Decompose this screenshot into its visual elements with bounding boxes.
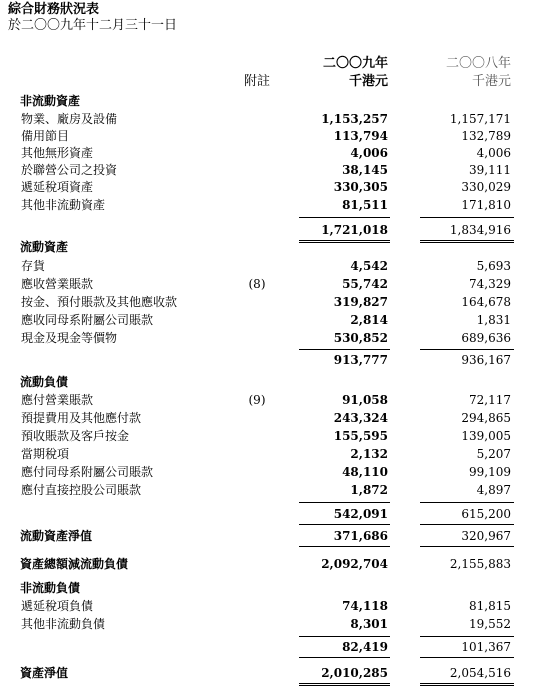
row-label: 其他非流動負債 [21,617,106,631]
row-label: 應收營業賬款 [21,277,94,291]
table-row [0,258,545,275]
value-2009: 2,132 [350,447,388,461]
value-2009: 4,006 [350,146,388,160]
value-2008: 2,054,516 [449,666,511,680]
value-2008: 81,815 [469,599,511,613]
value-2008: 74,329 [469,277,511,291]
row-label: 其他非流動資產 [21,198,106,212]
subtotal-rule [299,636,390,637]
double-rule [299,683,390,686]
net-assets-row [0,665,545,682]
section-heading-label: 非流動負債 [20,581,81,595]
value-2008: 689,636 [461,331,511,345]
table-row [0,294,545,311]
value-2008: 39,111 [469,163,511,177]
value-2008: 4,006 [476,146,511,160]
row-label: 其他無形資產 [21,146,94,160]
subtotal-rule [299,524,390,525]
value-2008: 19,552 [469,617,511,631]
subtotal-rule [420,636,514,637]
subtotal-rule [299,657,390,658]
row-label: 備用節目 [21,129,70,143]
table-row [0,446,545,463]
table-row [0,162,545,179]
value-2008: 171,810 [461,198,511,212]
subtotal-2008: 101,367 [461,640,511,654]
table-row [0,330,545,347]
statement-date: 於二〇〇九年十二月三十一日 [8,18,178,33]
note-ref: (8) [248,277,266,291]
value-2009: 113,794 [333,129,388,143]
table-row [0,312,545,329]
row-label: 預提費用及其他應付款 [21,411,142,425]
row-label: 遞延稅項資產 [21,180,94,194]
value-2009: 4,542 [350,259,388,273]
subtotal-2009: 913,777 [333,353,388,367]
row-label: 於聯營公司之投資 [21,163,118,177]
section-heading-label: 非流動資產 [20,94,81,108]
table-row [0,392,545,409]
row-label: 應收同母系附屬公司賬款 [21,313,154,327]
value-2009: 2,010,285 [321,666,388,680]
row-label: 應付直接控股公司賬款 [21,483,142,497]
value-2008: 99,109 [469,465,511,479]
row-label: 預收賬款及客戶按金 [21,429,130,443]
value-2009: 243,324 [333,411,388,425]
value-2008: 164,678 [461,295,511,309]
value-2008: 5,207 [476,447,511,461]
year-2009-header: 二〇〇九年 [322,56,388,71]
subtotal-2009: 542,091 [333,507,388,521]
value-2009: 91,058 [342,393,388,407]
subtotal-row [0,506,545,523]
table-row [0,276,545,293]
table-row [0,616,545,633]
table-row [0,145,545,162]
row-label: 應付營業賬款 [21,393,94,407]
note-column-header: 附註 [243,74,270,89]
table-row [0,464,545,481]
value-2009: 330,305 [333,180,388,194]
value-2008: 1,157,171 [449,112,511,126]
subtotal-rule [299,349,390,350]
table-row [0,197,545,214]
value-2009: 74,118 [342,599,388,613]
value-2008: 2,155,883 [449,557,511,571]
value-2009: 530,852 [333,331,388,345]
row-label: 流動資產淨值 [20,529,93,543]
row-label: 應付同母系附屬公司賬款 [21,465,154,479]
subtotal-2008: 615,200 [461,507,511,521]
value-2009: 155,595 [333,429,388,443]
row-label: 資產總額減流動負債 [20,557,129,571]
row-label: 按金、預付賬款及其他應收款 [21,295,178,309]
table-row [0,428,545,445]
value-2008: 1,831 [476,313,511,327]
subtotal-row [0,352,545,369]
section-heading-label: 流動負債 [20,375,69,389]
section-heading-label: 流動資產 [20,240,69,254]
year-2008-header: 二〇〇八年 [445,56,511,71]
subtotal-2008: 1,834,916 [449,223,511,237]
subtotal-rule [299,217,390,218]
value-2008: 139,005 [461,429,511,443]
value-2009: 1,153,257 [321,112,388,126]
subtotal-row [0,222,545,239]
value-2009: 371,686 [333,529,388,543]
value-2008: 4,897 [476,483,511,497]
subtotal-rule [420,349,514,350]
subtotal-rule [299,546,390,547]
value-2009: 2,092,704 [321,557,388,571]
table-row [0,410,545,427]
table-row [0,482,545,499]
row-label: 存貨 [21,259,46,273]
subtotal-rule [420,546,514,547]
value-2008: 330,029 [461,180,511,194]
value-2009: 1,872 [350,483,388,497]
value-2008: 5,693 [476,259,511,273]
row-label: 當期稅項 [21,447,70,461]
row-label: 物業、廠房及設備 [21,112,118,126]
value-2008: 294,865 [461,411,511,425]
value-2008: 132,789 [461,129,511,143]
table-row [0,598,545,615]
table-row [0,111,545,128]
table-row [0,128,545,145]
note-ref: (9) [248,393,266,407]
subtotal-rule [420,217,514,218]
table-row [0,179,545,196]
section-heading [0,374,545,391]
row-label: 資產淨值 [20,666,69,680]
value-2009: 81,511 [342,198,388,212]
subtotal-rule [420,502,514,503]
statement-title: 綜合財務狀況表 [8,2,100,17]
subtotal-2009: 1,721,018 [321,223,388,237]
value-2009: 38,145 [342,163,388,177]
value-2009: 55,742 [342,277,388,291]
net-current-assets-row [0,528,545,545]
unit-2009-header: 千港元 [348,74,388,89]
value-2009: 48,110 [342,465,388,479]
double-rule [420,683,514,686]
unit-2008-header: 千港元 [471,74,511,89]
value-2009: 2,814 [350,313,388,327]
row-label: 遞延稅項負債 [21,599,94,613]
value-2008: 72,117 [469,393,511,407]
subtotal-2009: 82,419 [342,640,388,654]
subtotal-row [0,639,545,656]
subtotal-rule [420,657,514,658]
subtotal-rule [299,502,390,503]
value-2009: 8,301 [350,617,388,631]
subtotal-rule [420,524,514,525]
value-2008: 320,967 [461,529,511,543]
section-heading [0,93,545,110]
total-assets-less-current-liabilities-row [0,556,545,573]
row-label: 現金及現金等價物 [21,331,118,345]
subtotal-2008: 936,167 [461,353,511,367]
value-2009: 319,827 [333,295,388,309]
section-heading [0,580,545,597]
section-heading [0,239,545,256]
